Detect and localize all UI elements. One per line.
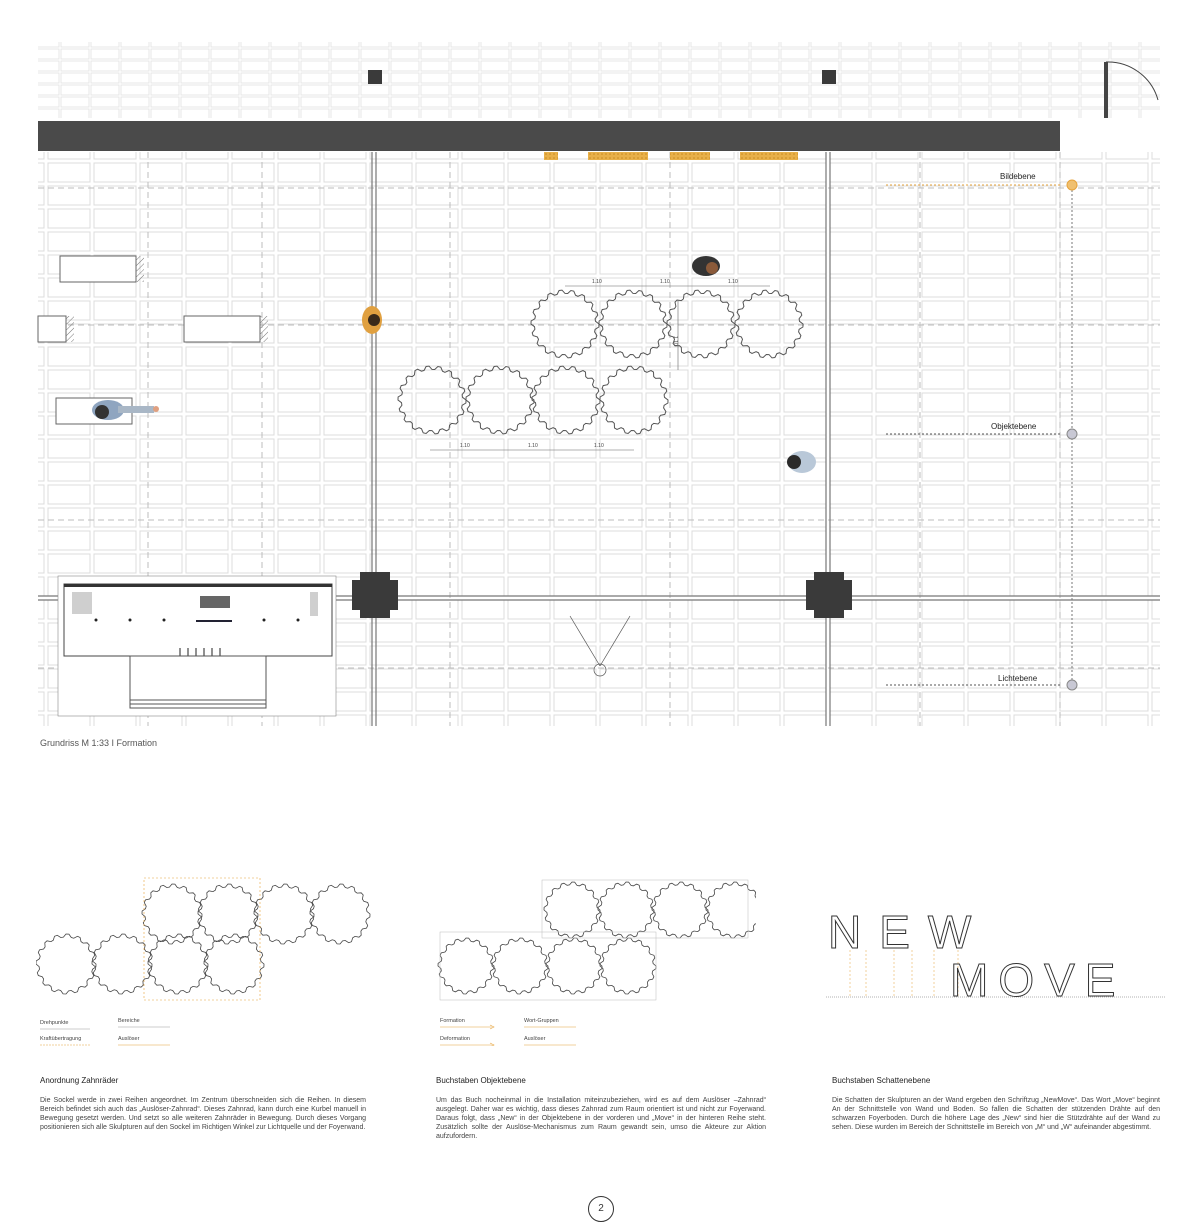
shadow-word-new: NEW (828, 906, 990, 958)
gear-arrangement-diagram (36, 874, 376, 1004)
foyer-wall (38, 121, 1060, 151)
dim-top-1: 1.10 (592, 279, 602, 285)
panel-3-text: Die Schatten der Skulpturen an der Wand ergeben den Schriftzug „NewMove“. Das Wort „Move“ beginnt An der Schnittstelle von Wand und Boden. So fallen die Schatten der stützenden Drähte auf den schwarzen Foyerboden. Durch die höhere Lage des „New“ sind hier die Stützdrähte auf der Wand zu sehen. Diese wurden im Bereich der Schnittstelle im Bereich von „M“ und „W“ aufeinander abgestimmt. (832, 1097, 1160, 1131)
object-gear-7 (546, 938, 602, 994)
legend-kraftuebertragung: Kraftübertragung (40, 1036, 82, 1042)
legend-formation: Formation (440, 1018, 465, 1024)
legend-ausloeser-1: Auslöser (118, 1036, 140, 1042)
object-gear-8 (600, 938, 656, 994)
dim-side: 1.10 (672, 336, 678, 346)
dim-bottom-3: 1.10 (594, 443, 604, 449)
arrangement-gear-8 (204, 934, 264, 994)
panel-2-title: Buchstaben Objektebene (436, 1076, 526, 1085)
panel-1-title: Anordnung Zahnräder (40, 1076, 119, 1085)
object-gear-6 (492, 938, 548, 994)
arrangement-gear-6 (92, 934, 152, 994)
person-2 (362, 306, 382, 334)
legend-wort-gruppen: Wort-Gruppen (524, 1018, 559, 1024)
counter (58, 576, 336, 716)
level-label-lichtebene: Lichtebene (998, 674, 1038, 683)
dim-top-3: 1.10 (728, 279, 738, 285)
page-number: 2 (588, 1196, 614, 1222)
legend-deformation: Deformation (440, 1036, 470, 1042)
level-label-objektebene: Objektebene (991, 422, 1037, 431)
arrangement-gear-3 (254, 884, 314, 944)
dim-bottom-2: 1.10 (528, 443, 538, 449)
legend-lines-1 (40, 1025, 170, 1047)
arrangement-gear-4 (310, 884, 370, 944)
level-label-bildebene: Bildebene (1000, 172, 1036, 181)
dim-top-2: 1.10 (660, 279, 670, 285)
letters-object-diagram (436, 876, 756, 1006)
shadow-word-move: MOVE (950, 954, 1126, 1004)
object-gear-3 (652, 882, 708, 938)
shadow-letters-diagram (826, 900, 1166, 1004)
panel-2-text: Um das Buch nocheinmal in die Installation miteinzubeziehen, wird es auf dem Auslöser –Zahnrad“ ausgelegt. Daher war es wichtig, dass dieses Zahnrad zum Raum orientiert ist und nicht zur Foyerwand. Daraus folgt, dass „New“ in der Objektebene in der vorderen und „Move“ in der hinteren Reihe steht. Zusätzlich sollte der Auslöse-Mechanismus zum Raum gewandt sein, umso die Akteure zur Aktion aufzufordern. (436, 1097, 766, 1140)
panel-1-text: Die Sockel werde in zwei Reihen angeordnet. Im Zentrum überschneiden sich die Reihen. In diesem Bereich befindet sich auch das „Auslöser-Zahnrad“. Dieses Zahnrad, kann durch eine Kurbel manuell in Bewegung gesetzt werden. Und setzt so alle weiteren Zahnräder in Bewegung. Durch dieses Vorgang positionieren sich alle Skulpturen auf den Sockel im Richtigen Winkel zur Lichtquelle und der Foyerwand. (40, 1097, 366, 1131)
arrangement-gear-1 (142, 884, 202, 944)
object-gear-4 (706, 882, 756, 938)
legend-drehpunkte: Drehpunkte (40, 1020, 69, 1026)
object-gear-2 (598, 882, 654, 938)
dim-bottom-1: 1.10 (460, 443, 470, 449)
object-gear-5 (438, 938, 494, 994)
object-gear-1 (544, 882, 600, 938)
arrangement-gear-2 (198, 884, 258, 944)
plan-caption: Grundriss M 1:33 I Formation (40, 738, 158, 748)
legend-bereiche: Bereiche (118, 1018, 140, 1024)
legend-ausloeser-2: Auslöser (524, 1036, 546, 1042)
arrangement-gear-5 (36, 934, 96, 994)
panel-3-title: Buchstaben Schattenebene (832, 1076, 931, 1085)
arrangement-gear-7 (148, 934, 208, 994)
legend-lines-2 (440, 1024, 580, 1046)
person-3 (692, 256, 720, 276)
